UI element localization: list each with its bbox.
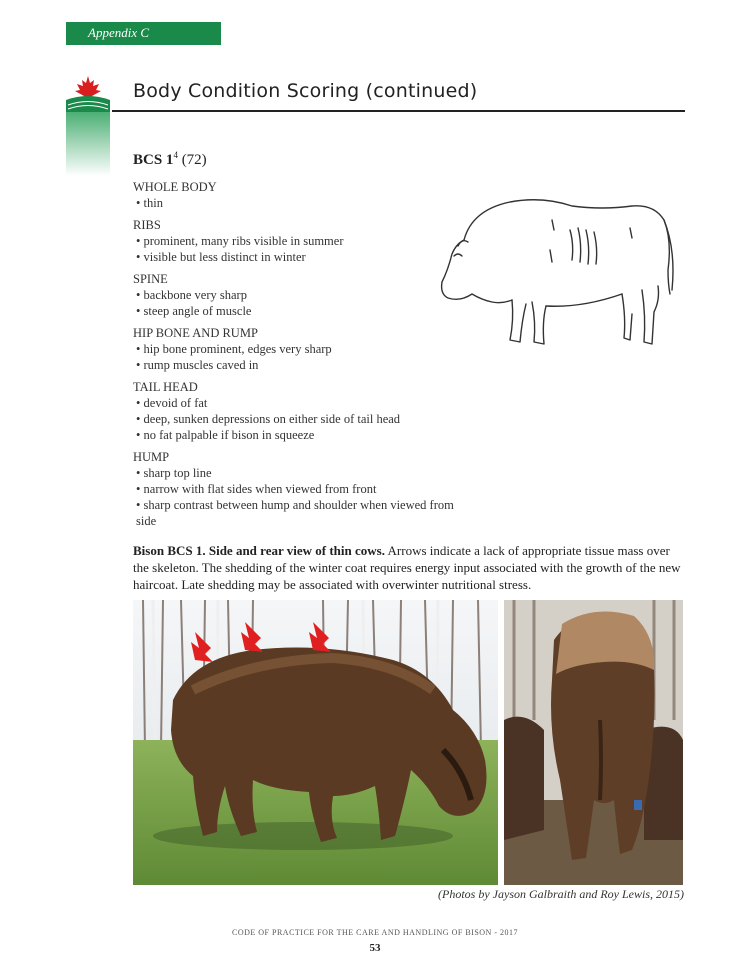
bison-rear-photo [504,600,683,885]
criteria-section [133,379,463,443]
maple-leaf-logo [66,74,110,114]
section-title: HIP BONE AND RUMP [133,326,258,340]
criteria-section [133,179,463,211]
section-title: RIBS [133,218,161,232]
bullet-item: • steep angle of muscle [133,303,463,319]
bison-side-photo [133,600,498,885]
criteria-section [133,449,463,529]
bcs-superscript: 4 [173,150,178,160]
bullet-item: • visible but less distinct in winter [133,249,463,265]
bullet-item: • sharp contrast between hump and shoulder when viewed from side [133,497,463,529]
photo-caption [133,542,685,593]
section-title: SPINE [133,272,168,286]
bullet-item: • rump muscles caved in [133,357,463,373]
bullet-item: • backbone very sharp [133,287,463,303]
bcs-label: BCS 1 [133,152,174,168]
page-title: Body Condition Scoring (continued) [133,80,478,102]
bison-line-drawing [432,190,680,358]
bullet-item: • thin [133,195,463,211]
title-divider [112,110,685,112]
bullet-item: • hip bone prominent, edges very sharp [133,341,463,357]
section-title: TAIL HEAD [133,380,198,394]
bullet-item: • sharp top line [133,465,463,481]
section-title: WHOLE BODY [133,180,217,194]
bcs-heading [133,150,207,169]
bullet-item: • narrow with flat sides when viewed from front [133,481,463,497]
page-number: 53 [369,942,381,954]
criteria-section [133,271,463,319]
photo-credit: (Photos by Jayson Galbraith and Roy Lewis, 2015) [438,887,684,901]
criteria-section [133,217,463,265]
bullet-item: • prominent, many ribs visible in summer [133,233,463,249]
caption-bold: Bison BCS 1. Side and rear view of thin cows. [133,543,385,558]
footer-text: CODE OF PRACTICE FOR THE CARE AND HANDLING OF BISON - 2017 [232,928,518,937]
side-gradient-bar [66,112,110,176]
bullet-item: • deep, sunken depressions on either side of tail head [133,411,463,427]
criteria-section [133,325,463,373]
bcs-count: (72) [181,152,207,168]
criteria-list [133,179,463,535]
bullet-item: • devoid of fat [133,395,463,411]
bullet-item: • no fat palpable if bison in squeeze [133,427,463,443]
caption-text: Arrows indicate a lack of appropriate tissue mass over the skeleton. The shedding of the winter coat requires energy input associated with the growth of the new haircoat. Late shedding may be associated with overwinter nutritional stress. [133,543,681,592]
section-title: HUMP [133,450,170,464]
appendix-label: Appendix C [88,25,150,40]
appendix-tab [66,22,221,45]
